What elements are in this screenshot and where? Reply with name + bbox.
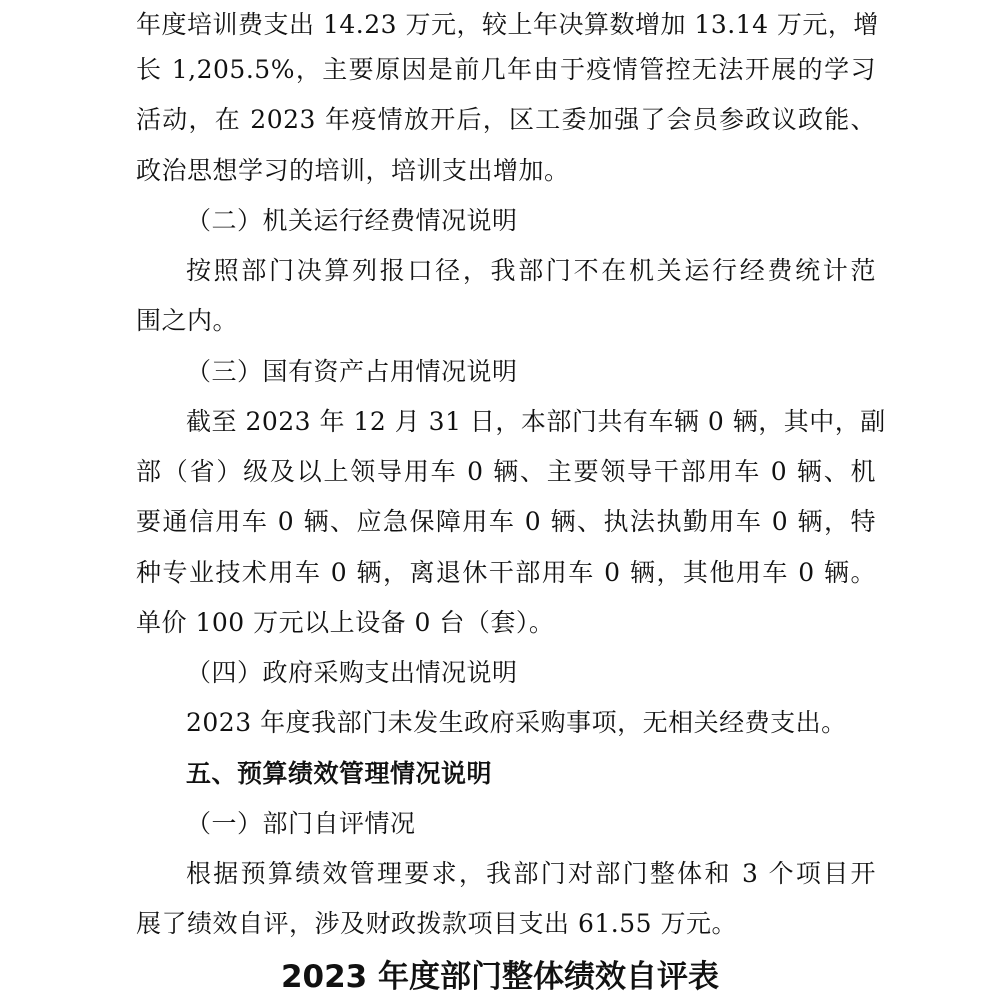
paragraph-line: 根据预算绩效管理要求，我部门对部门整体和 3 个项目开 — [186, 859, 876, 888]
subsection-heading: （四）政府采购支出情况说明 — [186, 658, 518, 687]
paragraph-line: 2023 年度我部门未发生政府采购事项，无相关经费支出。 — [186, 708, 847, 737]
paragraph-line: 年度培训费支出 14.23 万元，较上年决算数增加 13.14 万元，增 — [136, 10, 879, 39]
subsection-heading: （二）机关运行经费情况说明 — [186, 206, 518, 235]
paragraph-line: 政治思想学习的培训，培训支出增加。 — [136, 156, 570, 185]
section-heading: 五、预算绩效管理情况说明 — [186, 759, 493, 788]
paragraph-line: 种专业技术用车 0 辆，离退休干部用车 0 辆，其他用车 0 辆。 — [136, 558, 876, 587]
paragraph-line: 单价 100 万元以上设备 0 台（套）。 — [136, 608, 555, 637]
subsection-heading: （三）国有资产占用情况说明 — [186, 357, 518, 386]
paragraph-line: 按照部门决算列报口径，我部门不在机关运行经费统计范 — [186, 256, 876, 285]
table-title: 2023 年度部门整体绩效自评表 — [280, 959, 720, 995]
paragraph-line: 部（省）级及以上领导用车 0 辆、主要领导干部用车 0 辆、机 — [136, 457, 876, 486]
paragraph-line: 展了绩效自评，涉及财政拨款项目支出 61.55 万元。 — [136, 909, 737, 938]
subsection-heading: （一）部门自评情况 — [186, 809, 416, 838]
paragraph-line: 长 1,205.5%，主要原因是前几年由于疫情管控无法开展的学习 — [136, 55, 876, 84]
paragraph-line: 围之内。 — [136, 306, 239, 335]
paragraph-line: 活动，在 2023 年疫情放开后，区工委加强了会员参政议政能、 — [136, 105, 876, 134]
paragraph-line: 要通信用车 0 辆、应急保障用车 0 辆、执法执勤用车 0 辆，特 — [136, 507, 876, 536]
paragraph-line: 截至 2023 年 12 月 31 日，本部门共有车辆 0 辆，其中，副 — [186, 407, 886, 436]
